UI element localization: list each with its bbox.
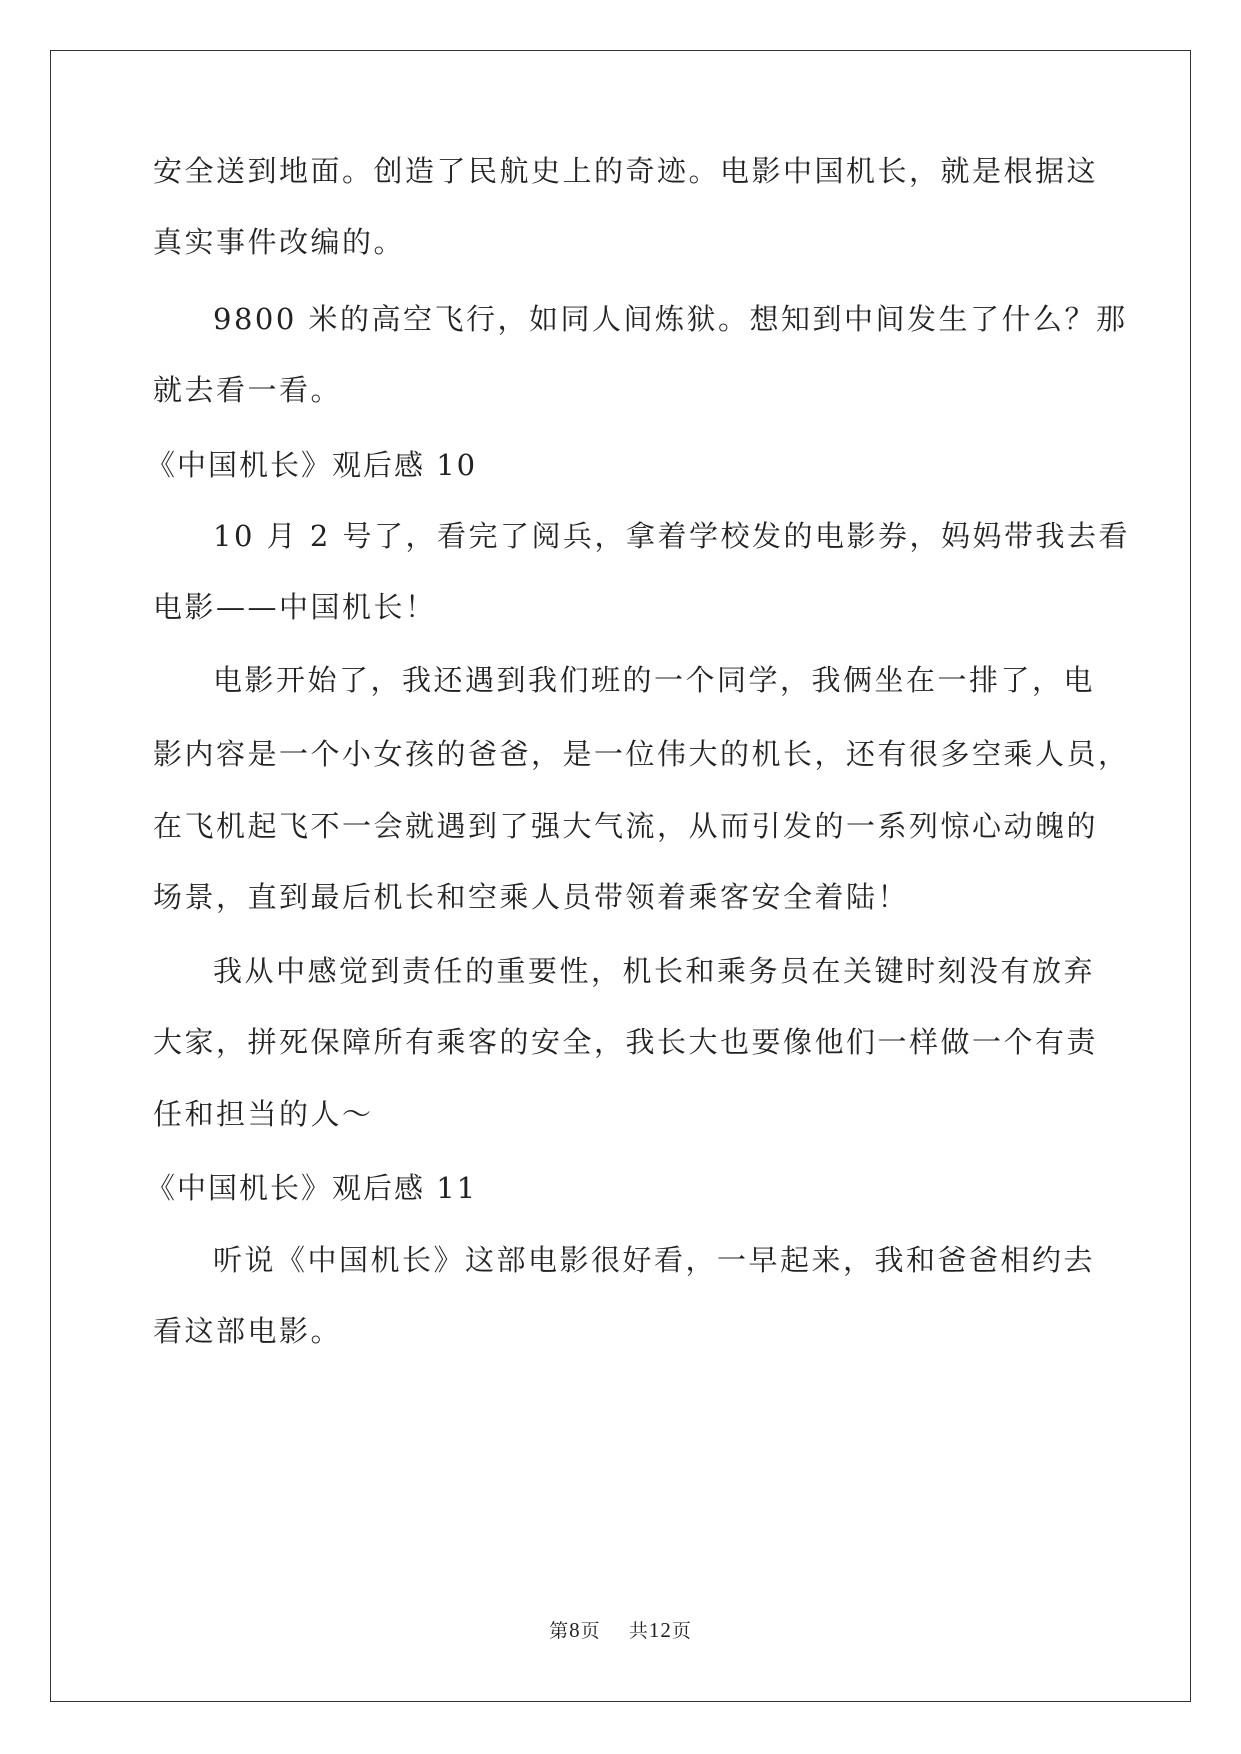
paragraph-line: 10 月 2 号了，看完了阅兵，拿着学校发的电影券，妈妈带我去看 <box>213 519 1131 553</box>
paragraph-line: 大家，拼死保障所有乘客的安全，我长大也要像他们一样做一个有责 <box>153 1025 1099 1059</box>
page-border <box>50 50 1191 1702</box>
paragraph-line: 安全送到地面。创造了民航史上的奇迹。电影中国机长，就是根据这 <box>153 154 1099 188</box>
paragraph-line: 电影开始了，我还遇到我们班的一个同学，我俩坐在一排了，电 <box>213 663 1096 697</box>
footer-total-prefix: 共 <box>628 1620 649 1642</box>
section-heading: 《中国机长》观后感 11 <box>146 1171 478 1205</box>
paragraph-line: 在飞机起飞不一会就遇到了强大气流，从而引发的一系列惊心动魄的 <box>153 809 1099 843</box>
paragraph-line: 场景，直到最后机长和空乘人员带领着乘客安全着陆！ <box>153 880 910 914</box>
paragraph-line: 任和担当的人～ <box>153 1097 374 1131</box>
paragraph-line: 就去看一看。 <box>153 373 343 407</box>
footer-page-number: 8 <box>569 1618 581 1642</box>
footer-total-suffix: 页 <box>671 1620 692 1642</box>
paragraph-line: 电影——中国机长！ <box>153 590 437 624</box>
paragraph-line: 听说《中国机长》这部电影很好看，一早起来，我和爸爸相约去 <box>213 1243 1096 1277</box>
paragraph-line: 真实事件改编的。 <box>153 225 406 259</box>
footer-page-suffix: 页 <box>580 1620 601 1642</box>
paragraph-line: 我从中感觉到责任的重要性，机长和乘务员在关键时刻没有放弃 <box>213 954 1096 988</box>
paragraph-line: 9800 米的高空飞行，如同人间炼狱。想知到中间发生了什么？那 <box>213 302 1128 336</box>
section-heading: 《中国机长》观后感 10 <box>146 448 478 482</box>
paragraph-line: 看这部电影。 <box>153 1314 343 1348</box>
paragraph-line: 影内容是一个小女孩的爸爸，是一位伟大的机长，还有很多空乘人员， <box>153 737 1130 771</box>
footer-total-pages: 12 <box>648 1618 672 1642</box>
page-footer <box>0 1618 1241 1643</box>
footer-page-prefix: 第 <box>549 1620 570 1642</box>
